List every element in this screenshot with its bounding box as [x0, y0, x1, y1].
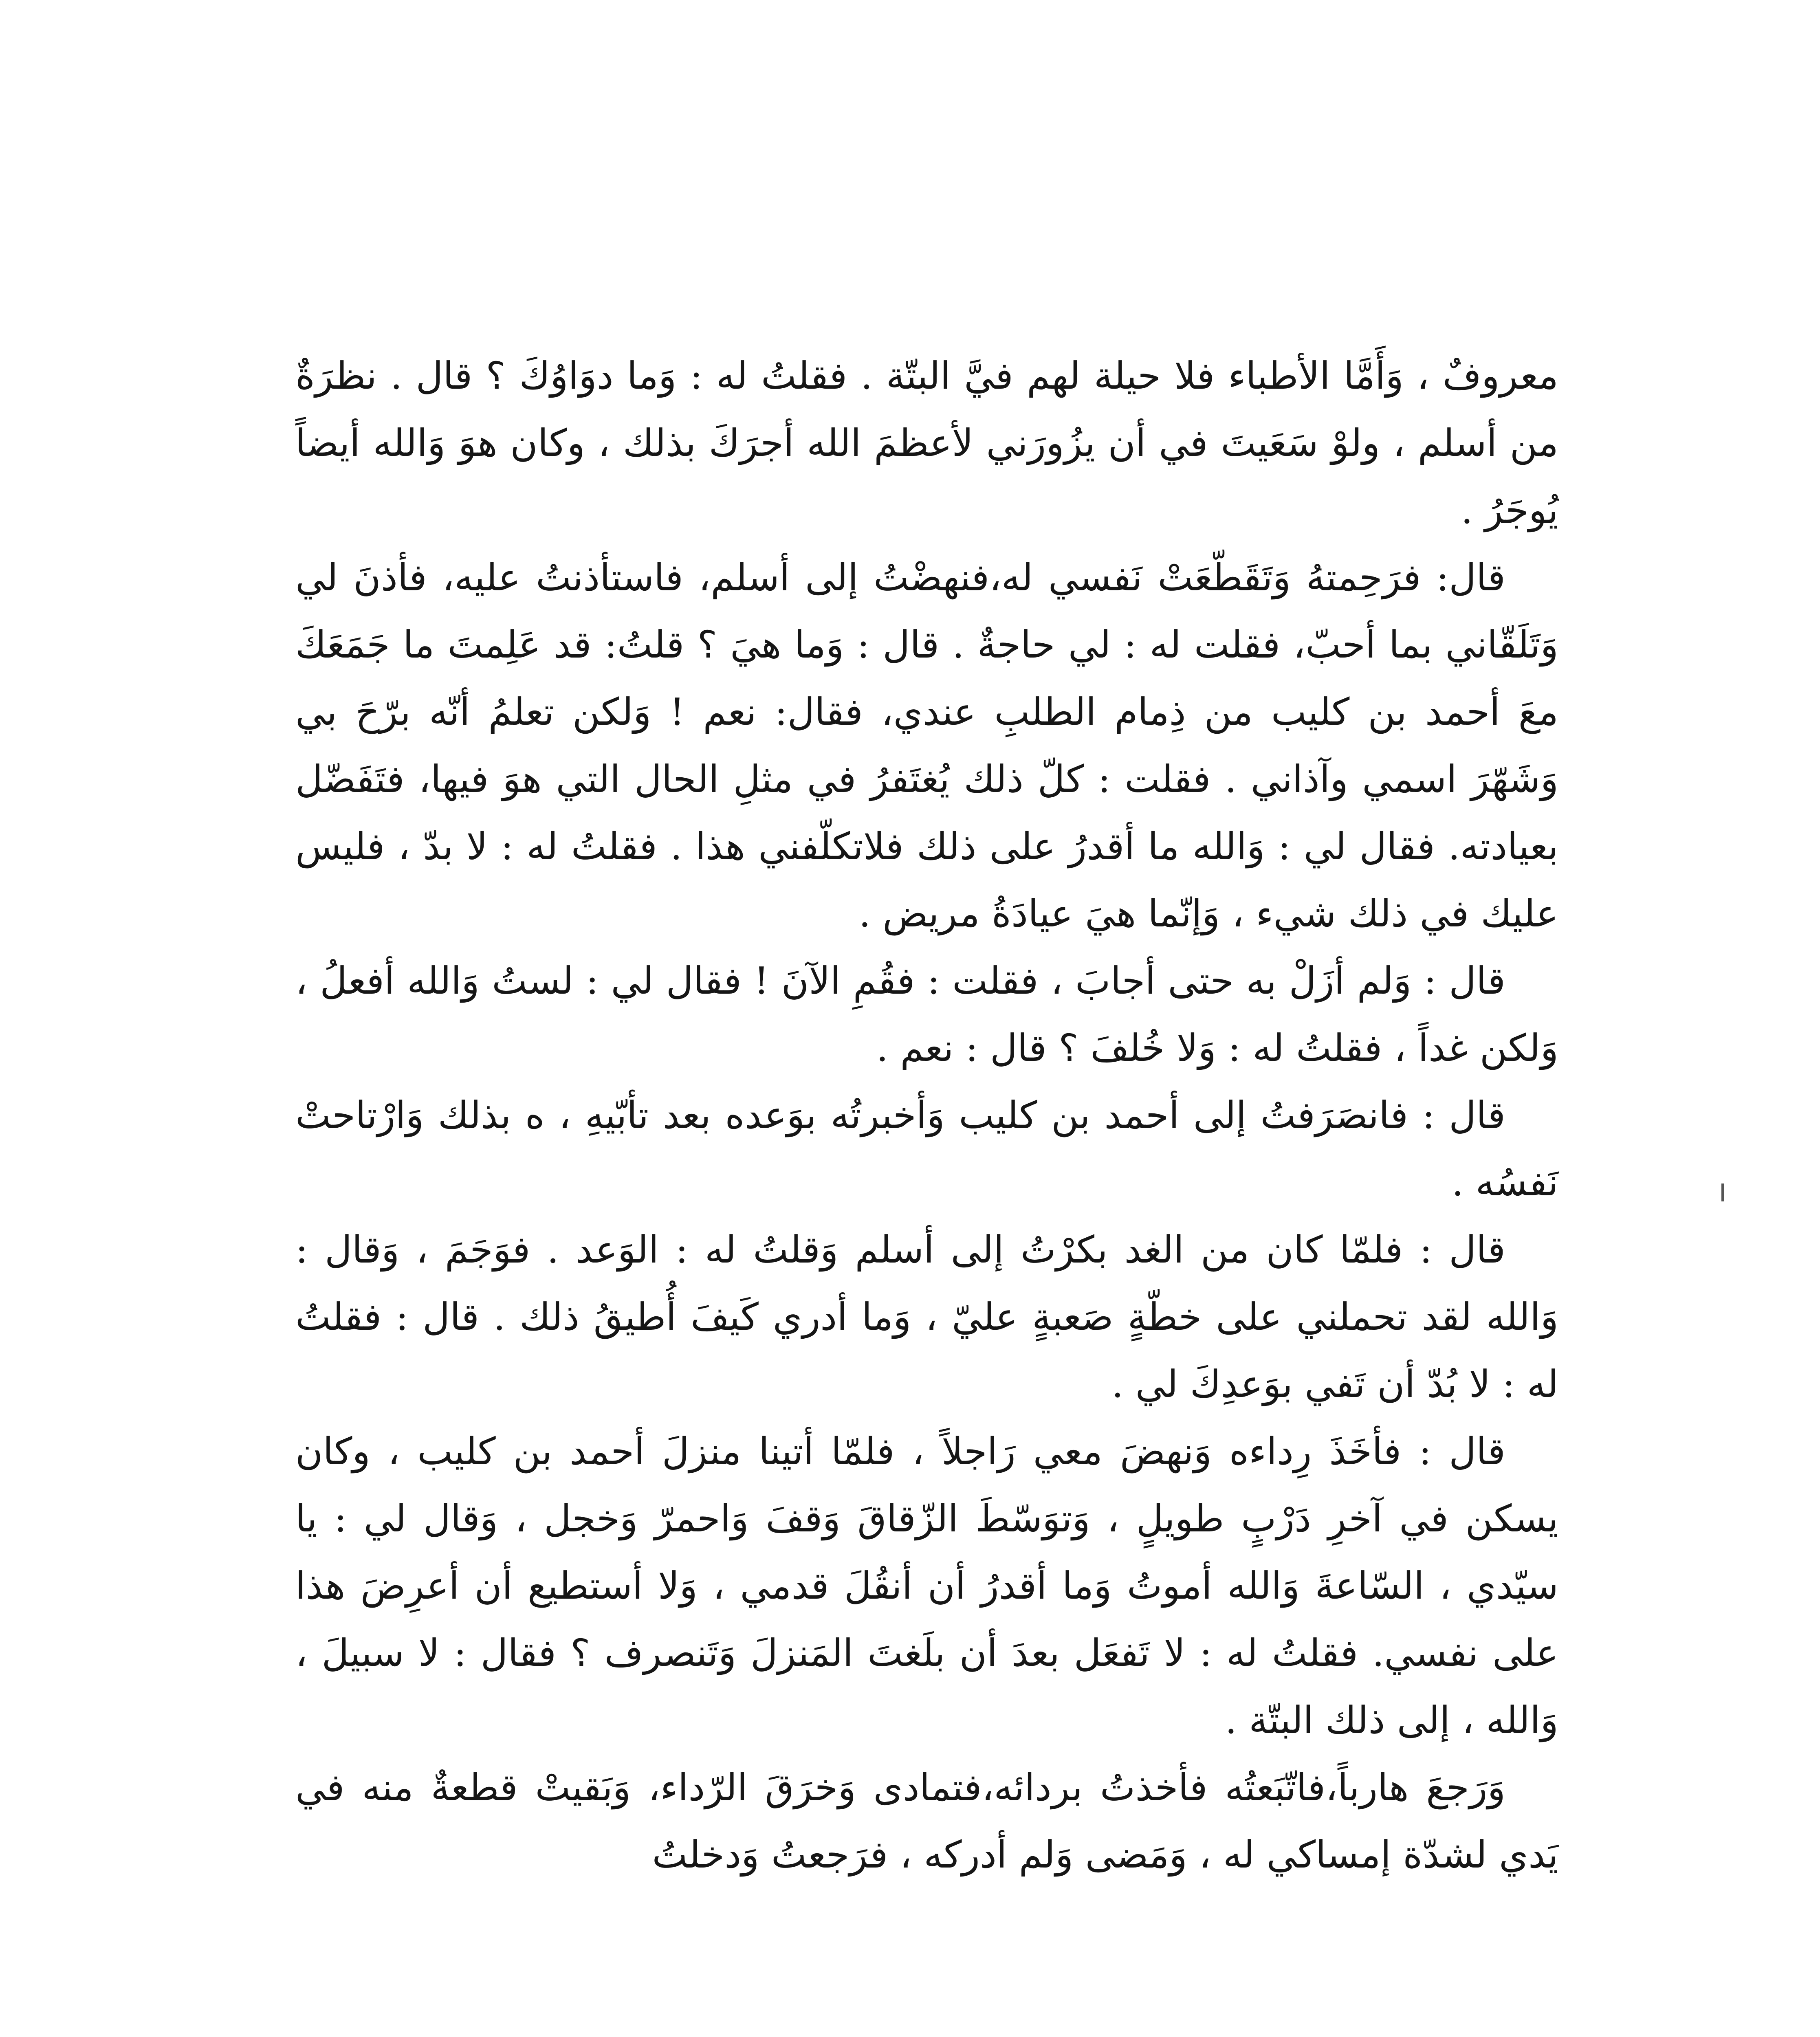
margin-mark — [1721, 1183, 1724, 1201]
paragraph-7: وَرَجعَ هارباً،فاتّبَعتُه فأخذتُ بردائه،فتمادى وَخرَقَ الرّداء، وَبَقيتْ قطعةٌ منه في يَدي لشدّة إمساكي له ، وَمَضى وَلم أدركه ، فرَجعتُ وَدخلتُ — [295, 1766, 1558, 1876]
paragraph-2: قال: فرَحِمتهُ وَتَقَطّعَتْ نَفسي له،فنهضْتُ إلى أسلم، فاستأذنتُ عليه، فأذنَ لي وَتَلَقّاني بما أحبّ، فقلت له : لي حاجةٌ . قال : وَما هيَ ؟ قلتُ: قد عَلِمتَ ما جَمَعَكَ معَ أحمد بن كليب من ذِمام الطلبِ عندي، فقال: نعم ! وَلكن تعلمُ أنّه برّحَ بي وَشَهّرَ اسمي وآذاني . فقلت : كلّ ذلك يُغتَفرُ في مثلِ الحال التي هوَ فيها، فتَفَضّل بعيادته. فقال لي : وَالله ما أقدرُ على ذلك فلاتكلّفني هذا . فقلتُ له : لا بدّ ، فليس عليك في ذلك شيء ، وَإنّما هيَ عيادَةُ مريض . — [295, 556, 1558, 935]
body-text — [295, 342, 1558, 1888]
paragraph-1: معروفٌ ، وَأَمَّا الأطباء فلا حيلة لهم فيَّ البتّة . فقلتُ له : وَما دوَاوُكَ ؟ قال . نظرَةٌ من أسلم ، ولوْ سَعَيتَ في أن يزُورَني لأعظمَ الله أجرَكَ بذلك ، وكان هوَ وَالله أيضاً يُوجَرُ . — [295, 354, 1558, 532]
paragraph-3: قال : وَلم أزَلْ به حتى أجابَ ، فقلت : فقُمِ الآنَ ! فقال لي : لستُ وَالله أفعلُ ، وَلكن غداً ، فقلتُ له : وَلا خُلفَ ؟ قال : نعم . — [295, 959, 1558, 1070]
paragraph-5: قال : فلمّا كان من الغد بكرْتُ إلى أسلم وَقلتُ له : الوَعد . فوَجَمَ ، وَقال : وَالله لقد تحملني على خطّةٍ صَعبةٍ عليّ ، وَما أدري كَيفَ أُطيقُ ذلك . قال : فقلتُ له : لا بُدّ أن تَفي بوَعدِكَ لي . — [295, 1228, 1558, 1406]
paragraph-4: قال : فانصَرَفتُ إلى أحمد بن كليب وَأخبرتُه بوَعده بعد تأبّيهِ ، ه بذلك وَارْتاحتْ نَفسُه . — [295, 1093, 1558, 1204]
paragraph-6: قال : فأخَذَ رِداءه وَنهضَ معي رَاجلاً ، فلمّا أتينا منزلَ أحمد بن كليب ، وكان يسكن في آخرِ دَرْبٍ طويلٍ ، وَتوَسّطَ الزّقاقَ وَقفَ وَاحمرّ وَخجل ، وَقال لي : يا سيّدي ، السّاعةَ وَالله أموتُ وَما أقدرُ أن أنقُلَ قدمي ، وَلا أستطيع أن أعرِضَ هذا على نفسي. فقلتُ له : لا تَفعَل بعدَ أن بلَغتَ المَنزلَ وَتَنصرف ؟ فقال : لا سبيلَ ، وَالله ، إلى ذلك البتّة . — [295, 1430, 1559, 1742]
